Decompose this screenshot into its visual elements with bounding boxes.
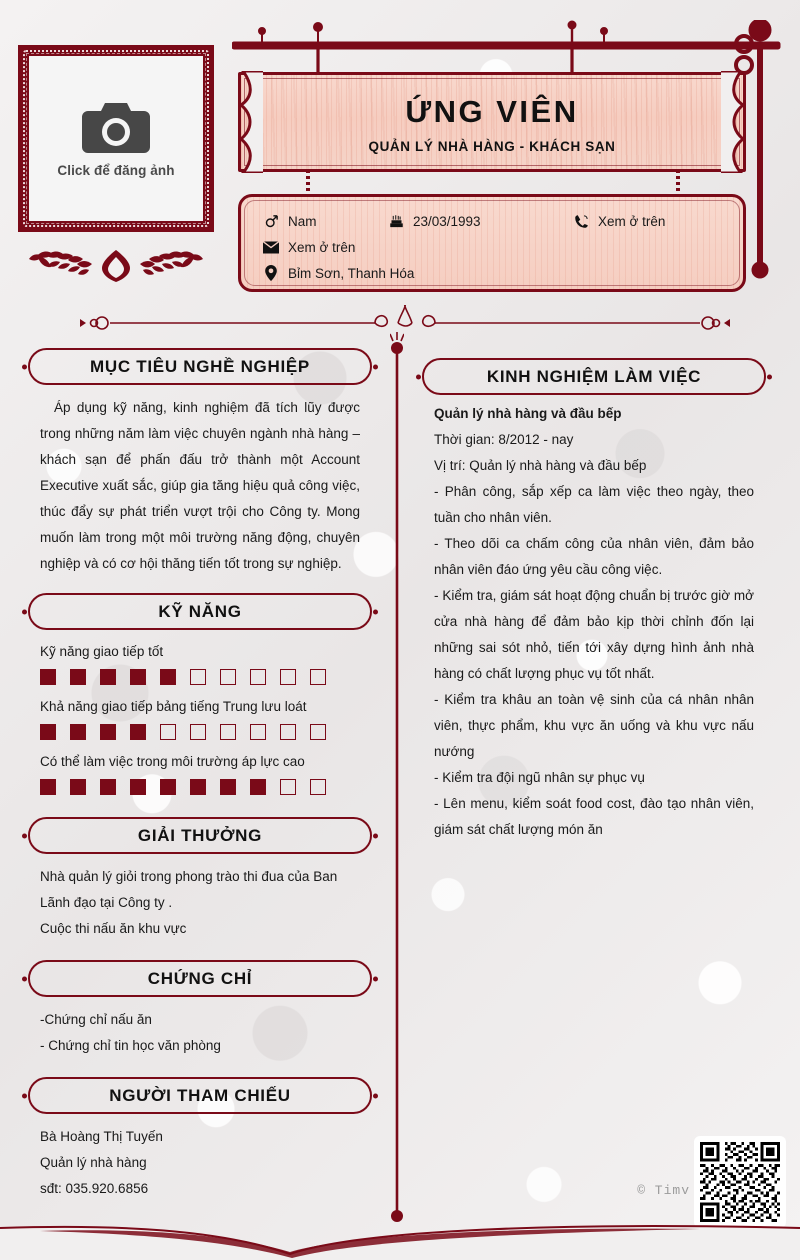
- skill-rating-square[interactable]: [310, 724, 326, 740]
- text-line: sđt: 035.920.6856: [40, 1181, 149, 1196]
- section-header-skills: [28, 593, 372, 630]
- address-value: Bỉm Sơn, Thanh Hóa: [288, 265, 415, 281]
- contact-gender: [263, 214, 388, 229]
- skill-rating-square[interactable]: [280, 724, 296, 740]
- contact-row-2: [263, 234, 743, 260]
- skill-rating-square[interactable]: [280, 669, 296, 685]
- section-skills: [18, 593, 382, 795]
- skill-rating-square[interactable]: [280, 779, 296, 795]
- camera-icon: [80, 99, 152, 155]
- text-line: Nhà quản lý giỏi trong phong trào thi đua của Ban Lãnh đạo tại Công ty .: [40, 869, 338, 910]
- skill-rating-square[interactable]: [70, 779, 86, 795]
- laurel-wreath-ornament: [18, 240, 214, 286]
- skill-rating[interactable]: [40, 779, 360, 795]
- skill-rating-square[interactable]: [310, 779, 326, 795]
- pill-dot-left: [22, 364, 27, 369]
- skill-rating-square[interactable]: [40, 724, 56, 740]
- skill-item: [40, 640, 360, 685]
- skill-rating-square[interactable]: [100, 669, 116, 685]
- birthday-value: 23/03/1993: [413, 213, 481, 229]
- section-title: MỤC TIÊU NGHỀ NGHIỆP: [90, 356, 310, 376]
- skill-rating-square[interactable]: [190, 669, 206, 685]
- objective-text: Áp dụng kỹ năng, kinh nghiệm đã tích lũy được trong những năm làm việc chuyên ngành nhà hàng – khách sạn để phấn đấu trở thành một Account Executive xuất sắc, giúp gia tăng hiệu quả công việc, thúc đẩy sự phát triển vượt trội cho Công ty. Mong muốn làm trong một môi trường năng động, chuyên nghiệp và có cơ hội thăng tiến tốt trong sự nghiệp.: [40, 400, 360, 571]
- skill-rating-square[interactable]: [130, 779, 146, 795]
- page-subtitle: QUẢN LÝ NHÀ HÀNG - KHÁCH SẠN: [368, 139, 616, 154]
- gender-value: Nam: [288, 213, 317, 229]
- photo-caption: Click để đăng ảnh: [57, 163, 175, 178]
- skill-rating-square[interactable]: [70, 669, 86, 685]
- text-line: - Kiểm tra, giám sát hoạt động chuẩn bị trước giờ mở cửa nhà hàng để đảm bảo kịp thời chỉnh đốn lại những sai sót nhỏ, tiến tới xây dựng hình ảnh nhà hàng có chất lượng phục vụ tốt nhất.: [434, 588, 754, 681]
- section-header-certificates: [28, 960, 372, 997]
- experience-position: Vị trí: Quản lý nhà hàng và đầu bếp: [434, 458, 647, 473]
- text-line: - Kiểm tra khâu an toàn vệ sinh của cá nhân nhân viên, thực phẩm, khu vực ăn uống và khu vực nấu nướng: [434, 692, 754, 759]
- pill-dot-right: [373, 1093, 378, 1098]
- text-line: - Theo dõi ca chấm công của nhân viên, đảm bảo nhân viên đáo ứng yêu cầu công việc.: [434, 536, 754, 577]
- skill-rating-square[interactable]: [220, 669, 236, 685]
- section-references: [18, 1077, 382, 1202]
- text-line: Quản lý nhà hàng: [40, 1155, 147, 1170]
- contact-birthday: [388, 214, 573, 229]
- skill-rating-square[interactable]: [40, 669, 56, 685]
- right-column: [412, 358, 776, 847]
- pill-dot-left: [22, 833, 27, 838]
- section-body-references: [18, 1114, 382, 1202]
- skill-item: [40, 750, 360, 795]
- skill-rating-square[interactable]: [250, 669, 266, 685]
- skill-name: Khả năng giao tiếp bảng tiếng Trung lưu loát: [40, 699, 307, 714]
- skill-rating-square[interactable]: [100, 724, 116, 740]
- skill-rating-square[interactable]: [310, 669, 326, 685]
- contact-address: [263, 265, 414, 281]
- pill-dot-right: [373, 609, 378, 614]
- qr-code-image: [700, 1142, 780, 1222]
- text-line: -Chứng chỉ nấu ăn: [40, 1012, 152, 1027]
- name-banner: [238, 72, 746, 172]
- pill-dot-left: [22, 1093, 27, 1098]
- birthday-cake-icon: [388, 214, 404, 229]
- page-title: ỨNG VIÊN: [405, 94, 579, 129]
- experience-bullets: [434, 479, 754, 843]
- section-body-skills: [18, 630, 382, 795]
- contact-row-3: [263, 260, 743, 286]
- section-header-references: [28, 1077, 372, 1114]
- pill-dot-right: [373, 364, 378, 369]
- phone-icon: [573, 214, 589, 229]
- text-line: - Phân công, sắp xếp ca làm việc theo ngày, theo tuần cho nhân viên.: [434, 484, 754, 525]
- section-header-objective: [28, 348, 372, 385]
- section-body-awards: [18, 854, 382, 942]
- skill-rating-square[interactable]: [190, 779, 206, 795]
- pill-dot-right: [373, 976, 378, 981]
- text-line: Cuộc thi nấu ăn khu vực: [40, 921, 187, 936]
- skill-rating-square[interactable]: [190, 724, 206, 740]
- skill-rating-square[interactable]: [160, 669, 176, 685]
- skill-rating-square[interactable]: [220, 724, 236, 740]
- skill-name: Kỹ năng giao tiếp tốt: [40, 644, 164, 659]
- skill-rating[interactable]: [40, 724, 360, 740]
- email-value: Xem ở trên: [288, 239, 356, 255]
- pill-dot-left: [22, 609, 27, 614]
- skill-rating-square[interactable]: [40, 779, 56, 795]
- pill-dot-right: [767, 374, 772, 379]
- phone-value: Xem ở trên: [598, 213, 666, 229]
- skill-rating-square[interactable]: [250, 724, 266, 740]
- pill-dot-right: [373, 833, 378, 838]
- skill-rating-square[interactable]: [220, 779, 236, 795]
- banner-left-notch: [237, 71, 263, 173]
- pill-dot-left: [22, 976, 27, 981]
- skill-rating-square[interactable]: [100, 779, 116, 795]
- skill-rating-square[interactable]: [130, 669, 146, 685]
- contact-row-1: [263, 208, 743, 234]
- section-body-objective: [18, 385, 382, 577]
- text-line: - Chứng chỉ tin học văn phòng: [40, 1038, 221, 1053]
- section-header-awards: [28, 817, 372, 854]
- skill-rating-square[interactable]: [160, 779, 176, 795]
- section-title: CHỨNG CHỈ: [147, 968, 253, 988]
- section-title: KINH NGHIỆM LÀM VIỆC: [486, 366, 702, 386]
- pill-dot-left: [416, 374, 421, 379]
- skill-item: [40, 695, 360, 740]
- section-certificates: [18, 960, 382, 1059]
- text-line: - Lên menu, kiểm soát food cost, đào tạo nhân viên, giám sát chất lượng món ăn: [434, 796, 754, 837]
- bottom-swoosh-decoration: [0, 1214, 800, 1260]
- section-body-certificates: [18, 997, 382, 1059]
- photo-placeholder[interactable]: [29, 56, 203, 221]
- experience-time: Thời gian: 8/2012 - nay: [434, 432, 574, 447]
- section-body-experience: [412, 395, 776, 843]
- skill-rating-square[interactable]: [70, 724, 86, 740]
- skill-rating[interactable]: [40, 669, 360, 685]
- section-header-experience: [422, 358, 766, 395]
- center-spine: [390, 332, 404, 1222]
- text-line: - Kiểm tra đội ngũ nhân sự phục vụ: [434, 770, 645, 785]
- skill-name: Có thể làm việc trong môi trường áp lực cao: [40, 754, 305, 769]
- experience-role: Quản lý nhà hàng và đầu bếp: [434, 406, 622, 421]
- envelope-icon: [263, 241, 279, 254]
- section-awards: [18, 817, 382, 942]
- watermark: © Timv: [637, 1183, 690, 1198]
- contact-phone: [573, 214, 665, 229]
- section-objective: [18, 348, 382, 577]
- contact-email: [263, 240, 355, 255]
- location-pin-icon: [263, 265, 279, 281]
- banner-face: [238, 72, 746, 172]
- left-column: [18, 348, 382, 1206]
- section-title: GIẢI THƯỞNG: [137, 825, 263, 845]
- skill-rating-square[interactable]: [160, 724, 176, 740]
- section-title: NGƯỜI THAM CHIẾU: [109, 1085, 291, 1105]
- skill-rating-square[interactable]: [130, 724, 146, 740]
- section-experience: [412, 358, 776, 843]
- banner-connectors: [238, 170, 746, 196]
- photo-upload-box[interactable]: [18, 45, 214, 232]
- skill-rating-square[interactable]: [250, 779, 266, 795]
- contact-panel: [238, 194, 746, 292]
- gender-icon: [263, 214, 279, 229]
- text-line: Bà Hoàng Thị Tuyến: [40, 1129, 163, 1144]
- section-title: KỸ NĂNG: [158, 601, 242, 621]
- banner-right-notch: [721, 71, 747, 173]
